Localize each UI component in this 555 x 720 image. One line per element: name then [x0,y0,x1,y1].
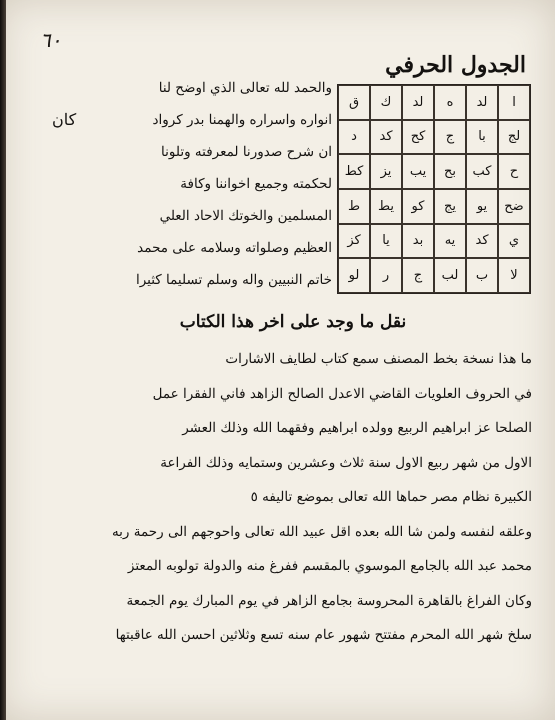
text-line: محمد عبد الله بالجامع الموسوي بالمقسم ففرغ منه والدولة تولوبه المعتز [127,558,532,574]
table-cell: ي [498,224,530,259]
table-cell: با [466,120,498,155]
table-cell: ضح [498,189,530,224]
table-cell: ق [338,85,370,120]
table-cell: ر [370,258,402,293]
letter-table [337,84,531,294]
table-cell: ط [338,189,370,224]
table-cell: ا [498,85,530,120]
margin-note: كان [52,110,77,129]
table-cell: ه [434,85,466,120]
table-cell: كب [466,154,498,189]
table-cell: ب [466,258,498,293]
table-cell: بد [402,224,434,259]
text-line: والحمد لله تعالى الذي اوضح لنا [158,80,332,96]
binding-gutter [0,0,6,720]
text-line: وعلقه لنفسه ولمن شا الله بعده اقل عبيد الله تعالى واحوجهم الى رحمة ربه [111,523,532,540]
table-cell: لد [402,85,434,120]
table-cell: كح [402,120,434,155]
text-line: خاتم النبيين واله وسلم تسليما كثيرا [135,272,332,288]
table-cell: ج [434,120,466,155]
table-cell: يا [370,224,402,259]
folio-number: ٦٠ [40,28,62,52]
table-cell: كو [402,189,434,224]
text-line: العظيم وصلواته وسلامه على محمد [137,240,332,256]
table-cell: د [338,120,370,155]
text-line: ما هذا نسخة بخط المصنف سمع كتاب لطايف الاشارات [225,351,532,367]
text-line: انواره واسراره والهمنا بدر كرواد [152,112,332,128]
table-cell: يو [466,189,498,224]
table-cell: كط [338,154,370,189]
table-cell: ج [402,258,434,293]
text-line: في الحروف العلويات القاضي الاعدل الصالح الزاهد فاني الفقرا عمل [152,385,532,402]
table-cell: يه [434,224,466,259]
table-cell: يج [434,189,466,224]
table-cell: لا [498,258,530,293]
table-cell: كد [370,120,402,155]
table-cell: ح [498,154,530,189]
table-cell: ك [370,85,402,120]
text-line: ان شرح صدورنا لمعرفته وتلونا [161,144,332,160]
table-title: الجدول الحرفي [385,52,526,78]
text-line: الاول من شهر ربيع الاول سنة ثلاث وعشرين وستمايه وذلك الفراعة [160,454,532,471]
table-cell: كد [466,224,498,259]
table-cell: لب [434,258,466,293]
text-line: الكبيرة نظام مصر حماها الله تعالى بموضع تاليفه ٥ [250,489,532,505]
text-line: سلخ شهر الله المحرم مفتتح شهور عام سنه تسع وثلاثين احسن الله عاقبتها [115,627,532,643]
table-cell: بح [434,154,466,189]
table-cell: لد [466,85,498,120]
table-cell: يب [402,154,434,189]
table-cell: لج [498,120,530,155]
text-line: وكان الفراغ بالقاهرة المحروسة بجامع الزاهر في يوم المبارك يوم الجمعة [126,592,532,609]
colophon-heading: نقل ما وجد على اخر هذا الكتاب [179,312,407,332]
table-cell: كز [338,224,370,259]
table-cell: يط [370,189,402,224]
table-cell: لو [338,258,370,293]
table-cell: يز [370,154,402,189]
colophon-text [92,342,532,653]
text-line: المسلمين والخوتك الاحاد العلي [159,208,332,224]
text-line: الصلحا عز ابراهيم الربيع وولده ابراهيم وفقهما الله وذلك العشر [182,420,532,436]
opening-prayer [100,72,332,296]
text-line: لحكمته وجميع اخواننا وكافة [180,176,332,192]
